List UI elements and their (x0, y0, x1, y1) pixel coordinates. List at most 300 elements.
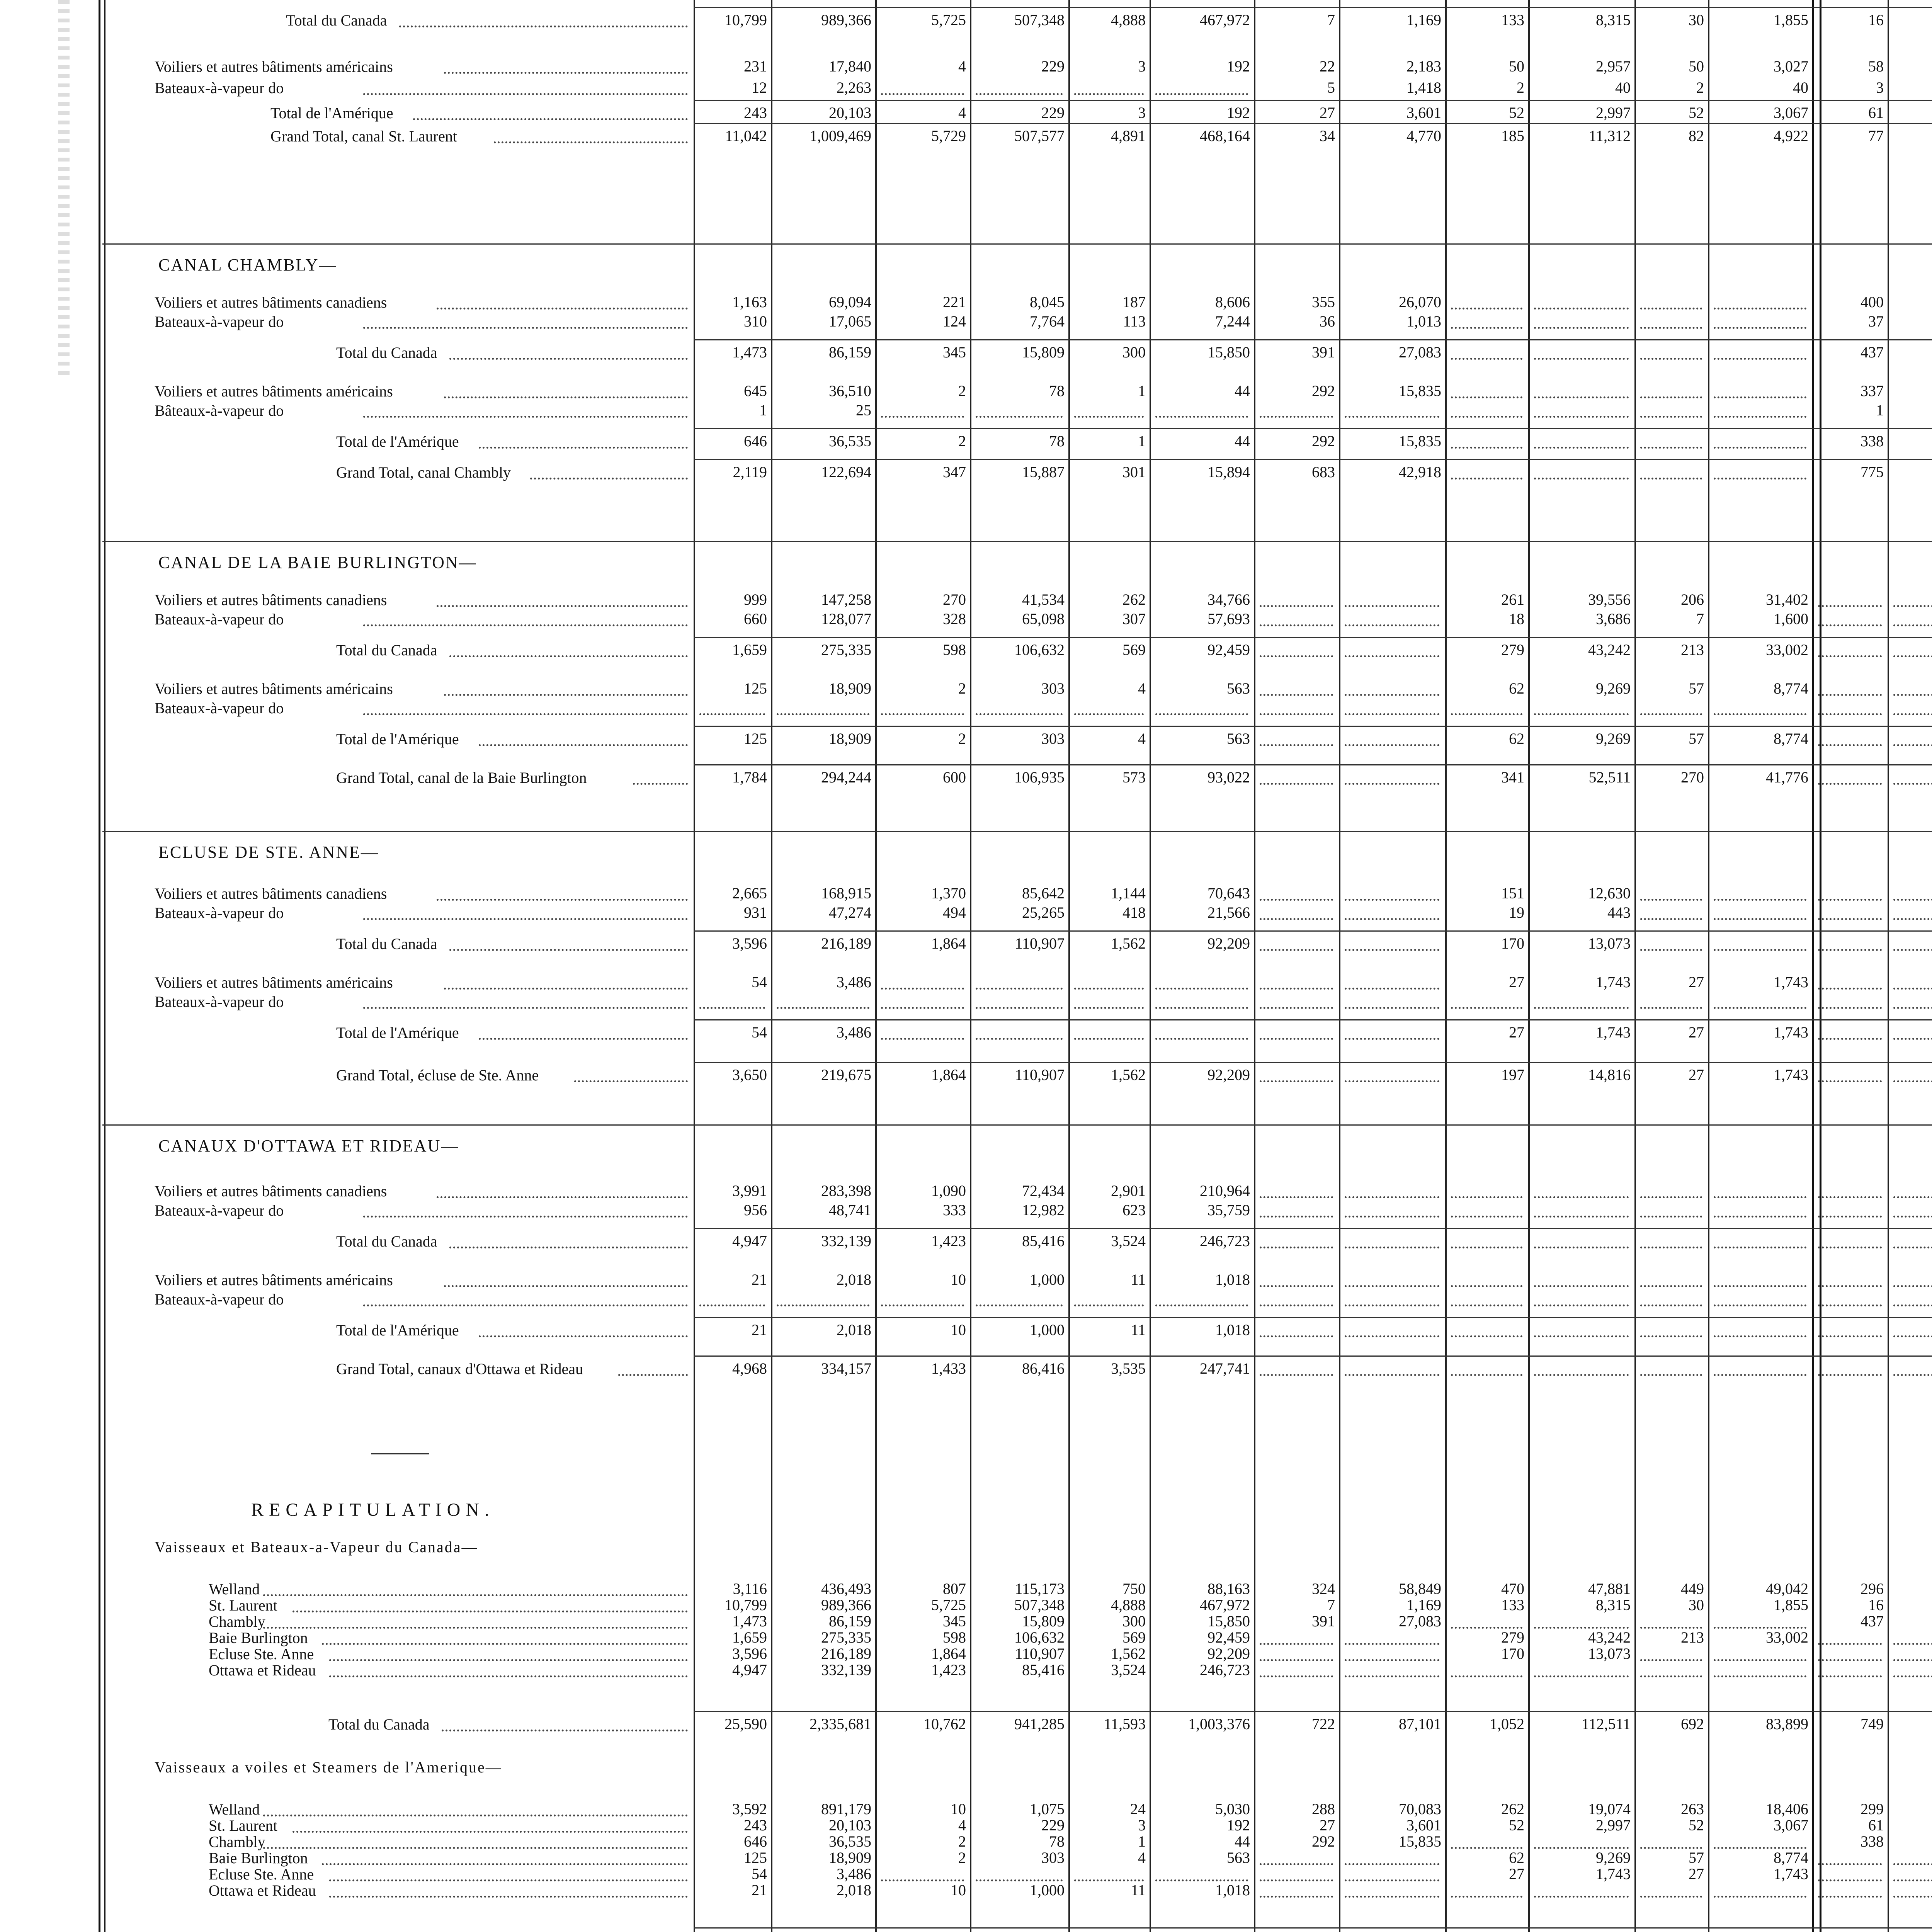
table-cell: 3 (1876, 79, 1884, 96)
empty-cell-dots (1534, 1302, 1629, 1306)
table-cell: 334,157 (821, 1360, 871, 1377)
table-cell: 54 (752, 1024, 767, 1041)
table-cell: 2,335,681 (810, 1715, 871, 1733)
table-cell (1880, 1716, 1932, 1733)
table-cell: 507,348 (1014, 11, 1065, 29)
table-cell: 78 (1049, 382, 1065, 400)
table-cell: 1,659 (732, 1629, 767, 1646)
empty-cell-dots (1640, 1302, 1702, 1306)
empty-cell-dots (1893, 947, 1932, 951)
table-cell: 3 (1138, 58, 1146, 75)
table-cell: 891,179 (821, 1800, 871, 1818)
table-cell: 246,723 (1200, 1661, 1250, 1679)
table-cell: 2 (958, 730, 966, 747)
empty-cell-dots (1345, 1283, 1439, 1287)
column-rule (1339, 0, 1340, 1932)
table-cell: 231 (744, 58, 767, 75)
table-cell: 3,535 (1111, 1360, 1146, 1377)
row-label: Grand Total, canal St. Laurent (270, 128, 457, 145)
row-label: Voiliers et autres bâtiments américains (155, 680, 393, 697)
table-cell: 33,002 (1766, 641, 1808, 658)
table-cell: 58,849 (1399, 1580, 1441, 1597)
empty-cell-dots (1345, 711, 1439, 715)
table-cell: 279 (1501, 641, 1524, 658)
table-cell: 170 (1501, 1645, 1524, 1662)
recap-title: RECAPITULATION. (251, 1500, 495, 1520)
empty-cell-dots (1893, 1657, 1932, 1661)
empty-cell-dots (1534, 1244, 1629, 1248)
table-cell: 62 (1509, 680, 1524, 697)
table-cell: 170 (1501, 935, 1524, 952)
empty-cell-dots (1640, 1194, 1702, 1198)
table-cell: 15,809 (1022, 1612, 1065, 1630)
row-label: Grand Total, canal Chambly (336, 464, 511, 481)
table-cell (1880, 1580, 1932, 1597)
table-cell: 563 (1227, 1849, 1250, 1866)
table-cell: 4 (1138, 730, 1146, 747)
leader-dots (263, 1812, 688, 1816)
empty-cell-dots (1714, 1302, 1806, 1306)
table-cell: 192 (1227, 1816, 1250, 1834)
table-cell: 3,596 (732, 935, 767, 952)
empty-cell-dots (1640, 1657, 1702, 1661)
table-cell: 646 (744, 1833, 767, 1850)
table-cell (1880, 1801, 1932, 1818)
table-cell: 263 (1681, 1800, 1704, 1818)
row-label: Total du Canada (336, 641, 437, 659)
table-cell: 8,315 (1596, 11, 1631, 29)
empty-cell-dots (1714, 711, 1806, 715)
table-cell: 4,891 (1111, 127, 1146, 145)
empty-cell-dots (1451, 1005, 1522, 1009)
table-cell: 600 (943, 769, 966, 786)
empty-cell-dots (1155, 1005, 1248, 1009)
empty-cell-dots (1640, 1624, 1702, 1629)
empty-cell-dots (1893, 1213, 1932, 1218)
table-cell: 4,770 (1406, 127, 1441, 145)
table-cell: 2,119 (733, 463, 767, 481)
table-cell: 13,073 (1588, 935, 1631, 952)
table-cell: 1,000 (1030, 1321, 1065, 1338)
table-cell (1880, 1597, 1932, 1614)
row-label: Bateaux-à-vapeur do (155, 611, 284, 628)
table-cell: 15,850 (1208, 1612, 1250, 1630)
table-cell (1880, 433, 1932, 450)
table-cell: 2 (958, 1849, 966, 1866)
table-cell: 683 (1312, 463, 1335, 481)
table-cell: 573 (1122, 769, 1146, 786)
recap-america-heading: Vaisseaux a voiles et Steamers de l'Amerique— (155, 1759, 502, 1776)
empty-cell-dots (1818, 1673, 1882, 1677)
table-cell: 569 (1122, 641, 1146, 658)
table-cell: 8,315 (1596, 1596, 1631, 1614)
empty-cell-dots (1640, 413, 1702, 418)
table-cell: 78 (1049, 1833, 1065, 1850)
recap-canada-heading: Vaisseaux et Bateaux-a-Vapeur du Canada— (155, 1538, 478, 1556)
total-rule (694, 7, 1932, 8)
table-cell: 931 (744, 904, 767, 921)
empty-cell-dots (1818, 1372, 1882, 1376)
table-cell: 110,907 (1015, 935, 1065, 952)
leader-dots (363, 91, 688, 95)
total-rule (694, 1317, 1932, 1318)
empty-cell-dots (1534, 1283, 1629, 1287)
table-cell: 3,592 (732, 1800, 767, 1818)
table-cell: 1,743 (1774, 1024, 1808, 1041)
empty-cell-dots (777, 711, 869, 715)
table-cell: 3,601 (1406, 104, 1441, 121)
row-label: Chambly (209, 1613, 265, 1630)
table-cell (1880, 1817, 1932, 1834)
table-cell: 303 (1041, 730, 1065, 747)
table-cell: 2 (1517, 79, 1524, 96)
empty-cell-dots (1345, 413, 1439, 418)
row-label: Bateaux-à-vapeur do (155, 904, 284, 922)
empty-cell-dots (1260, 916, 1333, 920)
empty-cell-dots (1818, 781, 1882, 785)
table-cell: 50 (1689, 58, 1704, 75)
table-cell: 1,418 (1406, 79, 1441, 96)
table-cell (1880, 383, 1932, 400)
table-cell: 347 (943, 463, 966, 481)
empty-cell-dots (1260, 1005, 1333, 1009)
table-cell: 296 (1861, 1580, 1884, 1597)
table-cell: 70,643 (1208, 884, 1250, 902)
table-cell: 124 (943, 313, 966, 330)
table-cell: 332,139 (821, 1661, 871, 1679)
empty-cell-dots (1155, 711, 1248, 715)
row-label: Bateaux-à-vapeur do (155, 313, 284, 330)
table-cell: 2,263 (837, 79, 871, 96)
table-cell: 443 (1607, 904, 1631, 921)
table-cell: 2,997 (1596, 1816, 1631, 1834)
leader-dots (363, 622, 688, 626)
table-cell: 1,433 (931, 1360, 966, 1377)
table-cell: 2 (958, 432, 966, 450)
table-cell: 65,098 (1022, 610, 1065, 628)
table-cell: 1,855 (1774, 1596, 1808, 1614)
empty-cell-dots (1260, 1244, 1333, 1248)
table-cell: 941,285 (1014, 1715, 1065, 1733)
empty-cell-dots (1451, 1893, 1522, 1898)
table-cell: 3,524 (1111, 1661, 1146, 1679)
table-cell: 20,103 (829, 1816, 871, 1834)
table-cell: 87,101 (1399, 1715, 1441, 1733)
table-cell: 569 (1122, 1629, 1146, 1646)
table-cell: 133 (1501, 1596, 1524, 1614)
leader-dots (329, 1673, 688, 1677)
empty-cell-dots (1818, 1036, 1882, 1040)
table-cell: 243 (744, 1816, 767, 1834)
empty-cell-dots (1818, 1641, 1882, 1645)
table-cell: 989,366 (821, 1596, 871, 1614)
table-cell: 15,809 (1022, 344, 1065, 361)
empty-cell-dots (1260, 947, 1333, 951)
table-cell: 449 (1681, 1580, 1704, 1597)
table-cell: 3,596 (732, 1645, 767, 1662)
table-cell: 275,335 (821, 1629, 871, 1646)
row-label: Ecluse Ste. Anne (209, 1866, 314, 1883)
table-cell: 5,725 (931, 11, 966, 29)
empty-cell-dots (1640, 444, 1702, 449)
empty-cell-dots (976, 413, 1063, 418)
empty-cell-dots (1534, 1624, 1629, 1629)
table-cell: 11 (1131, 1321, 1146, 1338)
empty-cell-dots (1155, 1302, 1248, 1306)
row-label: Total de l'Amérique (270, 104, 393, 122)
empty-cell-dots (1640, 1372, 1702, 1376)
row-label: Bateaux-à-vapeur do (155, 79, 284, 97)
table-cell: 292 (1312, 382, 1335, 400)
table-cell: 1 (1138, 432, 1146, 450)
empty-cell-dots (1818, 1657, 1882, 1661)
leader-dots (363, 413, 688, 418)
empty-cell-dots (1260, 1877, 1333, 1881)
table-cell: 12,982 (1022, 1201, 1065, 1219)
row-label: Total du Canada (328, 1716, 430, 1733)
row-label: Total du Canada (286, 12, 387, 29)
table-cell: 807 (943, 1580, 966, 1597)
empty-cell-dots (1534, 413, 1629, 418)
table-cell: 494 (943, 904, 966, 921)
table-cell (1880, 294, 1932, 311)
empty-cell-dots (1534, 1893, 1629, 1898)
table-cell: 25,265 (1022, 904, 1065, 921)
leader-dots (329, 1893, 688, 1898)
table-cell: 3,650 (732, 1066, 767, 1083)
separator-rule (371, 1453, 429, 1454)
empty-cell-dots (1818, 1283, 1882, 1287)
table-cell: 37 (1868, 313, 1884, 330)
table-cell: 7 (1327, 1596, 1335, 1614)
table-cell: 3 (1138, 104, 1146, 121)
table-cell: 24 (1130, 1800, 1146, 1818)
leader-dots (437, 603, 688, 607)
total-rule (694, 123, 1932, 124)
empty-cell-dots (1451, 1624, 1522, 1629)
table-cell: 147,258 (821, 591, 871, 608)
empty-cell-dots (1893, 1641, 1932, 1645)
table-cell: 507,577 (1014, 127, 1065, 145)
empty-cell-dots (1893, 622, 1932, 626)
table-cell: 468,164 (1200, 127, 1250, 145)
table-cell: 1,000 (1030, 1271, 1065, 1288)
total-rule (694, 1355, 1932, 1357)
leader-dots (399, 23, 688, 27)
empty-cell-dots (1451, 1333, 1522, 1337)
empty-cell-dots (1451, 1673, 1522, 1677)
table-cell: 27 (1320, 1816, 1335, 1834)
empty-cell-dots (1818, 1861, 1882, 1865)
table-cell: 8,045 (1030, 293, 1065, 311)
table-cell (1880, 402, 1932, 419)
empty-cell-dots (1260, 711, 1333, 715)
empty-cell-dots (1451, 394, 1522, 398)
table-cell: 3,116 (733, 1580, 767, 1597)
empty-cell-dots (881, 1877, 964, 1881)
table-cell: 5,729 (931, 127, 966, 145)
table-cell: 17,065 (829, 313, 871, 330)
section-heading: CANAL CHAMBLY— (158, 255, 337, 274)
table-cell: 15,850 (1208, 344, 1250, 361)
table-cell: 1,018 (1215, 1271, 1250, 1288)
table-cell: 310 (744, 313, 767, 330)
table-cell: 3,991 (732, 1182, 767, 1199)
table-cell: 62 (1509, 1849, 1524, 1866)
table-cell: 1,075 (1030, 1800, 1065, 1818)
table-cell: 86,159 (829, 344, 871, 361)
table-cell: 185 (1501, 127, 1524, 145)
empty-cell-dots (1534, 1005, 1629, 1009)
table-cell: 27 (1689, 1024, 1704, 1041)
table-cell: 1,743 (1596, 1024, 1631, 1041)
table-cell: 300 (1122, 1612, 1146, 1630)
table-cell: 52 (1689, 104, 1704, 121)
table-cell: 72,434 (1022, 1182, 1065, 1199)
table-cell: 598 (943, 641, 966, 658)
table-cell: 1,562 (1111, 1645, 1146, 1662)
table-cell: 192 (1227, 58, 1250, 75)
table-cell: 58 (1868, 58, 1884, 75)
table-cell: 41,534 (1022, 591, 1065, 608)
empty-cell-dots (1534, 475, 1629, 480)
table-cell: 26,070 (1399, 293, 1441, 311)
empty-cell-dots (1534, 711, 1629, 715)
table-cell: 7,764 (1030, 313, 1065, 330)
empty-cell-dots (1714, 916, 1806, 920)
empty-cell-dots (1534, 1845, 1629, 1849)
empty-cell-dots (699, 1005, 765, 1009)
row-label: Voiliers et autres bâtiments canadiens (155, 591, 387, 609)
table-cell: 722 (1312, 1715, 1335, 1733)
row-label: Welland (209, 1801, 260, 1818)
table-cell: 1,743 (1596, 973, 1631, 991)
table-cell: 54 (752, 1865, 767, 1883)
empty-cell-dots (1260, 1302, 1333, 1306)
table-cell: 25 (856, 401, 871, 419)
table-cell: 3 (1138, 1816, 1146, 1834)
table-cell: 44 (1235, 1833, 1250, 1850)
table-cell: 93,022 (1208, 769, 1250, 786)
table-cell: 8,606 (1215, 293, 1250, 311)
empty-cell-dots (1640, 896, 1702, 901)
empty-cell-dots (1260, 985, 1333, 990)
table-cell: 4,922 (1774, 127, 1808, 145)
table-cell: 11,312 (1588, 127, 1631, 145)
table-cell: 27 (1509, 973, 1524, 991)
empty-cell-dots (1345, 1005, 1439, 1009)
table-cell: 18,909 (829, 730, 871, 747)
table-cell (1880, 464, 1932, 481)
empty-cell-dots (1818, 1078, 1882, 1082)
table-cell: 229 (1041, 58, 1065, 75)
table-cell: 8,774 (1774, 730, 1808, 747)
table-cell: 1,000 (1030, 1881, 1065, 1899)
table-cell: 52 (1689, 1816, 1704, 1834)
table-cell: 122,694 (821, 463, 871, 481)
table-cell: 27 (1320, 104, 1335, 121)
row-label: Voiliers et autres bâtiments américains (155, 974, 393, 991)
table-cell: 48,741 (829, 1201, 871, 1219)
empty-cell-dots (1818, 603, 1882, 607)
empty-cell-dots (1260, 603, 1333, 607)
empty-cell-dots (1893, 1078, 1932, 1082)
table-cell: 261 (1501, 591, 1524, 608)
empty-cell-dots (1818, 1213, 1882, 1218)
table-cell: 270 (943, 591, 966, 608)
table-cell: 279 (1501, 1629, 1524, 1646)
leader-dots (363, 1213, 688, 1218)
table-cell: 999 (744, 591, 767, 608)
table-cell: 2,901 (1111, 1182, 1146, 1199)
row-label: Voiliers et autres bâtiments canadiens (155, 1182, 387, 1200)
table-cell: 333 (943, 1201, 966, 1219)
table-cell: 1,743 (1774, 973, 1808, 991)
table-cell: 27,083 (1399, 1612, 1441, 1630)
table-cell: 10,799 (724, 11, 767, 29)
empty-cell-dots (1260, 1372, 1333, 1376)
table-cell: 1,423 (931, 1661, 966, 1679)
empty-cell-dots (1074, 985, 1144, 990)
empty-cell-dots (1893, 916, 1932, 920)
table-cell: 18,909 (829, 680, 871, 697)
table-cell: 345 (943, 1612, 966, 1630)
table-cell: 270 (1681, 769, 1704, 786)
empty-cell-dots (1640, 475, 1702, 480)
table-cell: 292 (1312, 1833, 1335, 1850)
leader-dots (322, 1641, 688, 1645)
table-cell: 1,018 (1215, 1321, 1250, 1338)
table-cell: 13,073 (1588, 1645, 1631, 1662)
leader-dots (363, 711, 688, 715)
table-cell: 623 (1122, 1201, 1146, 1219)
table-cell: 213 (1681, 641, 1704, 658)
table-cell: 92,209 (1208, 1645, 1250, 1662)
table-cell: 4 (958, 58, 966, 75)
table-cell: 221 (943, 293, 966, 311)
empty-cell-dots (1714, 1893, 1806, 1898)
empty-cell-dots (1155, 985, 1248, 990)
table-cell: 16 (1868, 1596, 1884, 1614)
column-rule (1254, 0, 1255, 1932)
empty-cell-dots (1345, 1244, 1439, 1248)
table-cell: 41,776 (1766, 769, 1808, 786)
table-cell: 1 (1138, 382, 1146, 400)
table-cell: 4 (1138, 1849, 1146, 1866)
table-cell: 213 (1681, 1629, 1704, 1646)
total-rule (694, 930, 1932, 932)
empty-cell-dots (1818, 1302, 1882, 1306)
table-cell: 1,473 (732, 1612, 767, 1630)
leader-dots (363, 325, 688, 329)
empty-cell-dots (1893, 1372, 1932, 1376)
table-cell: 125 (744, 680, 767, 697)
empty-cell-dots (1893, 1302, 1932, 1306)
row-label: Chambly (209, 1833, 265, 1850)
table-cell: 3,601 (1406, 1816, 1441, 1834)
leader-dots (322, 1861, 688, 1865)
empty-cell-dots (1818, 985, 1882, 990)
table-cell: 52 (1509, 104, 1524, 121)
leader-dots (329, 1877, 688, 1881)
table-cell: 210,964 (1200, 1182, 1250, 1199)
empty-cell-dots (1640, 1673, 1702, 1677)
table-cell: 1 (1876, 401, 1884, 419)
table-cell: 77 (1868, 127, 1884, 145)
empty-cell-dots (1260, 1893, 1333, 1898)
table-cell: 1 (1138, 1833, 1146, 1850)
table-cell: 11 (1131, 1271, 1146, 1288)
